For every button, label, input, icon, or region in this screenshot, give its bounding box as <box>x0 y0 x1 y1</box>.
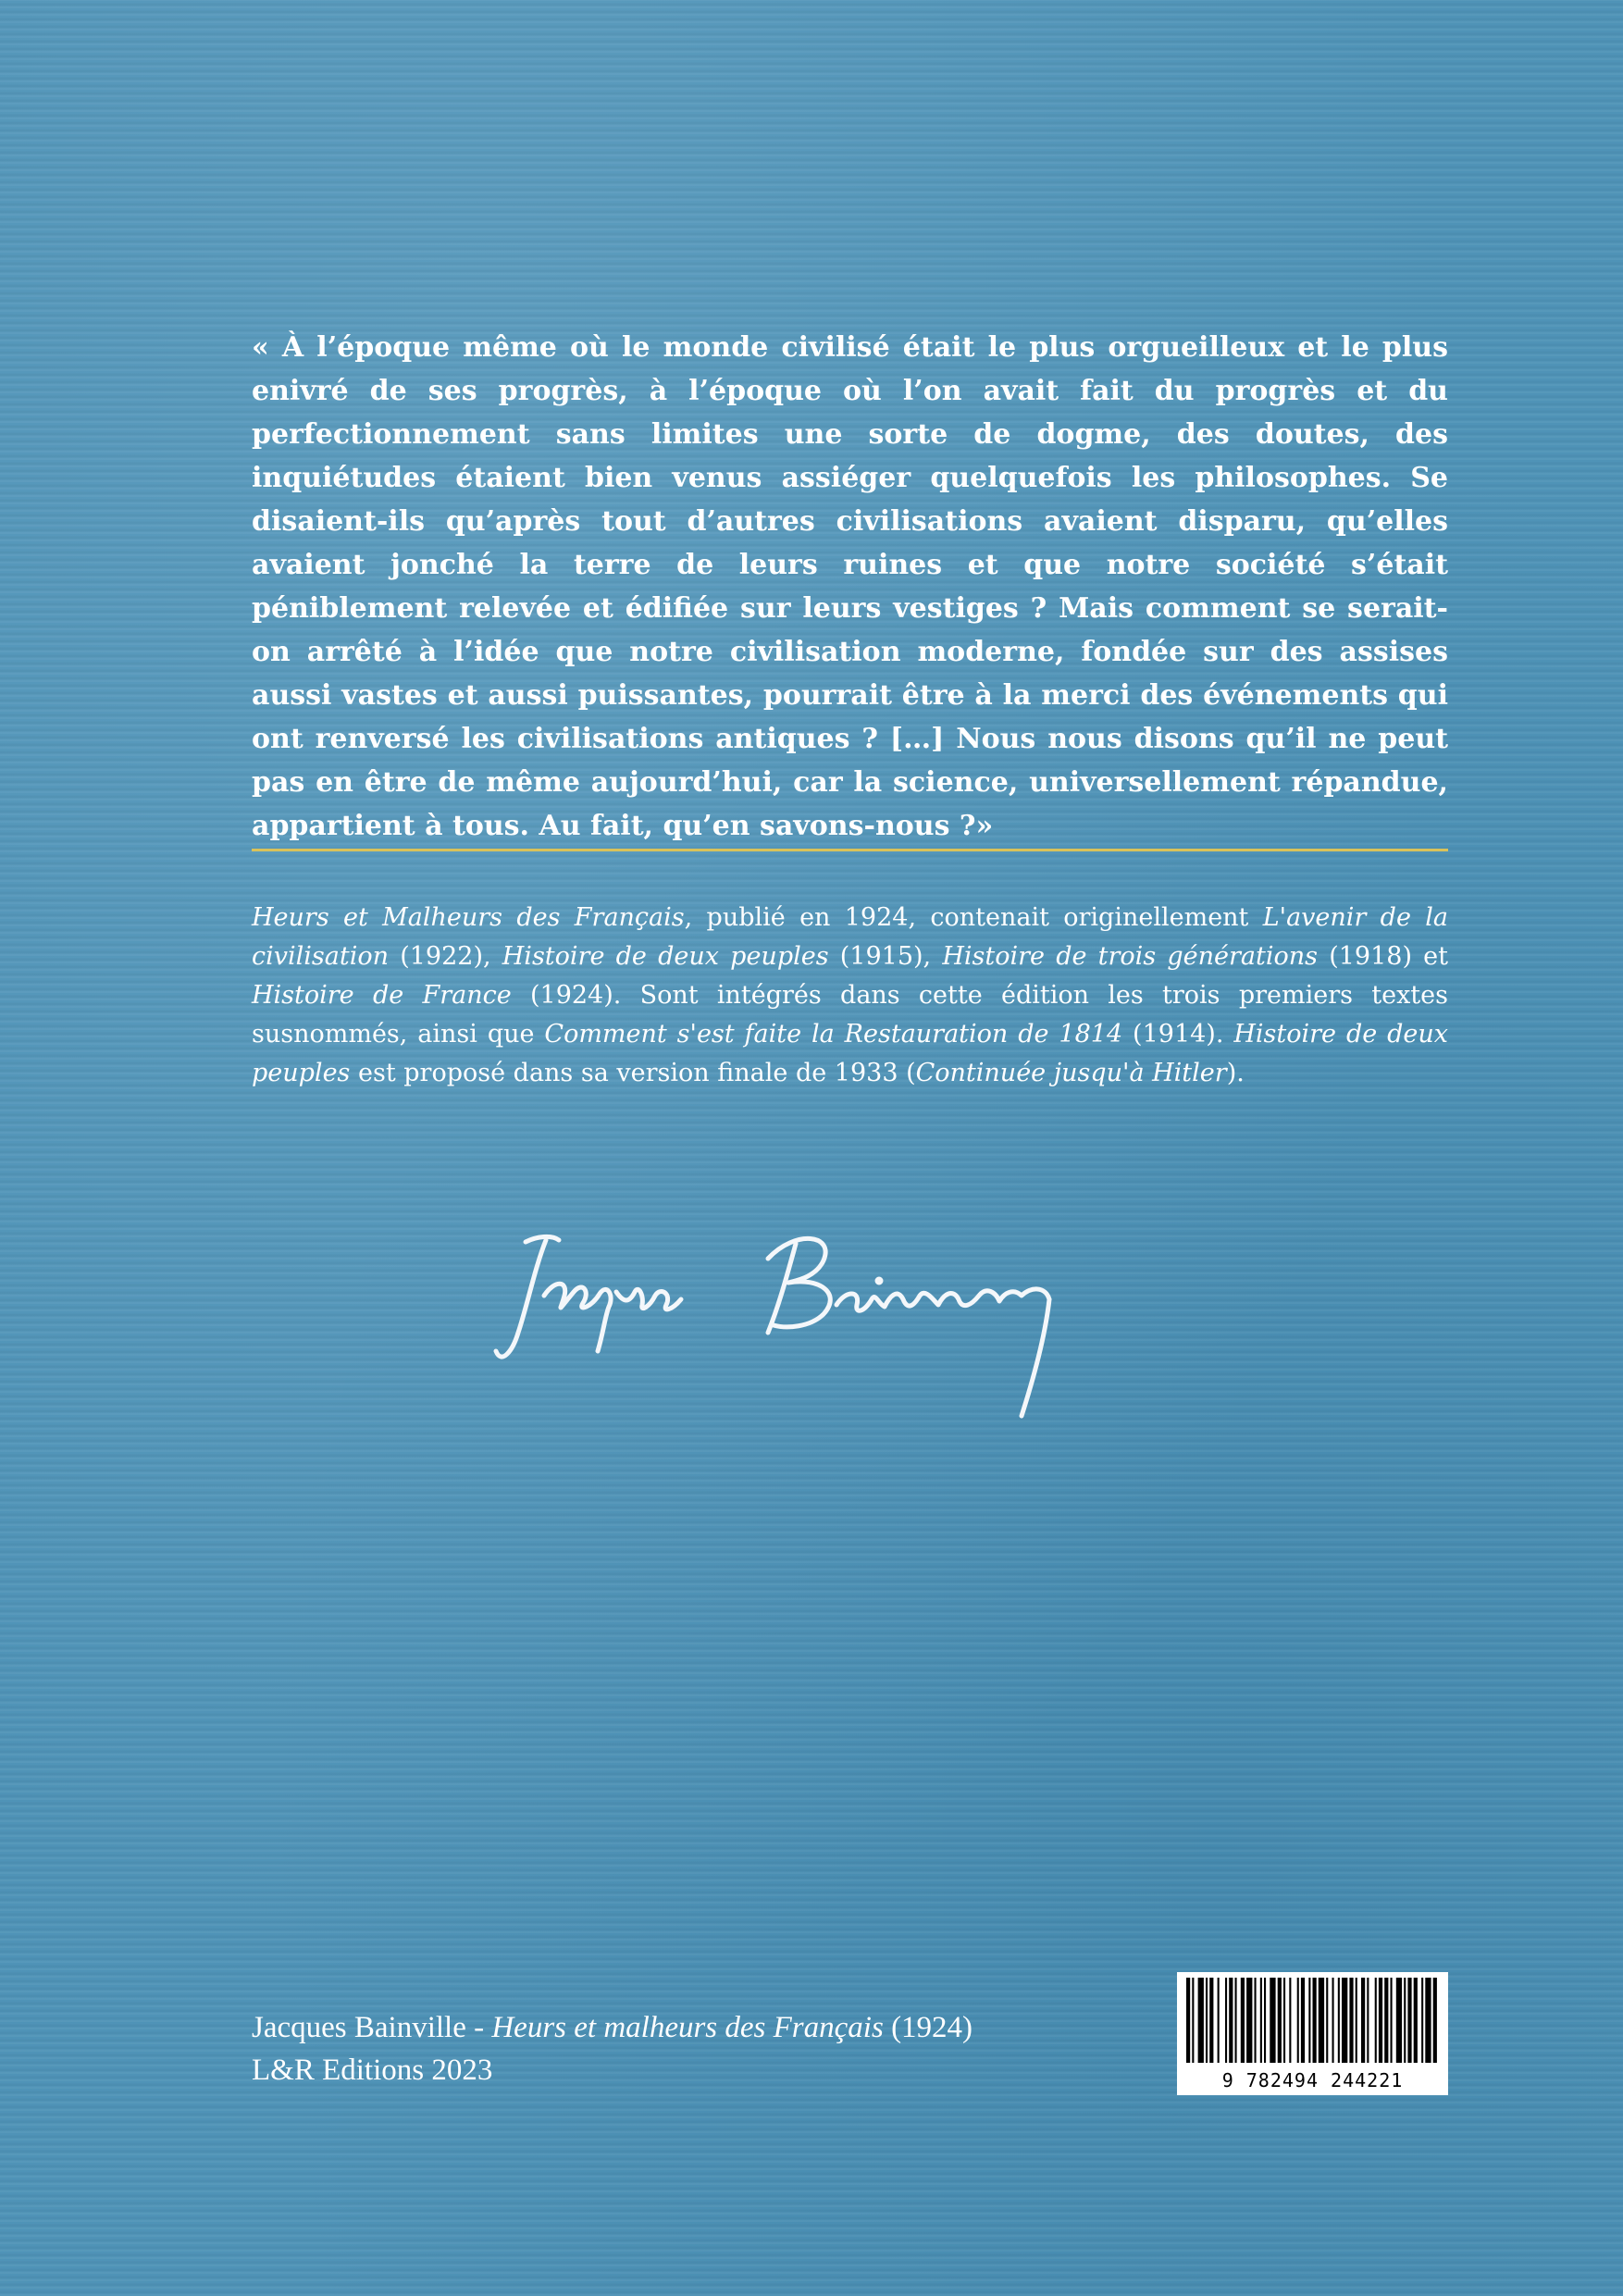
barcode-bar <box>1356 1978 1357 2063</box>
barcode-bar <box>1260 1978 1262 2063</box>
barcode-bar <box>1379 1978 1382 2063</box>
barcode-bar <box>1332 1978 1334 2063</box>
note-title-heurs: Heurs et Malheurs des Français <box>252 903 685 932</box>
note-title-trois-generations: Histoire de trois générations <box>942 942 1318 971</box>
barcode-bar <box>1301 1978 1305 2063</box>
credits-block <box>252 2006 973 2091</box>
barcode-bar <box>1384 1978 1388 2063</box>
barcode-bar <box>1235 1978 1237 2063</box>
barcode-bar <box>1225 1978 1227 2063</box>
note-title-hitler: Continuée jusqu'à Hitler <box>915 1059 1227 1087</box>
barcode-bar <box>1255 1978 1257 2063</box>
barcode-bar <box>1206 1978 1208 2063</box>
publication-year: (1924) <box>883 2011 973 2044</box>
barcode-bar <box>1391 1978 1393 2063</box>
barcode-bar <box>1186 1978 1190 2063</box>
barcode-bar <box>1209 1978 1213 2063</box>
note-title-histoire-france: Histoire de France <box>252 981 512 1010</box>
barcode-bar <box>1270 1978 1275 2063</box>
note-text: , publié en 1924, contenait originellement <box>684 903 1263 932</box>
barcode-bar <box>1218 1978 1220 2063</box>
edition-note <box>252 899 1448 1093</box>
barcode-bar <box>1404 1978 1406 2063</box>
isbn-barcode <box>1177 1972 1448 2095</box>
barcode-bar <box>1433 1978 1437 2063</box>
barcode-bar <box>1192 1978 1194 2063</box>
barcode-bar <box>1319 1978 1324 2063</box>
barcode-bar <box>1198 1978 1204 2063</box>
barcode-bar <box>1414 1978 1418 2063</box>
publisher-line: L&R Editions 2023 <box>252 2054 493 2087</box>
barcode-bar <box>1425 1978 1431 2063</box>
barcode-digits: 9 782494 244221 <box>1221 2069 1404 2091</box>
barcode-bar <box>1283 1978 1285 2063</box>
author-title-line <box>252 2006 973 2049</box>
book-title: Heurs et malheurs des Français <box>491 2011 884 2044</box>
barcode-bar <box>1313 1978 1317 2063</box>
note-text: (1918) et <box>1318 942 1449 971</box>
back-cover-quote: « À l’époque même où le monde civilisé était le plus orgueilleux et le plus enivré de ses progrès, à l’époque où l’on avait fait du progrès et du perfectionnement sans limites une sorte de dogme, des doutes, des inquiétudes étaient bien venus assiéger quelquefois les philosophes. Se disaient-ils qu’après tout d’autres civilisations avaient disparu, qu’elles avaient jonché la terre de leurs ruines et que notre société s’était péniblement relevée et édifiée sur leurs vestiges ? Mais comment se serait-on arrêté à l’idée que notre civilisation moderne, fondée sur des assises aussi vastes et aussi puissantes, pourrait être à la merci des événements qui ont renversé les civilisations antiques ? […] Nous nous disons qu’il ne peut pas en être de même aujourd’hui, car la science, universellement répandue, appartient à tous. Au fait, qu’en savons-nous ?» <box>252 331 1448 842</box>
barcode-bar <box>1396 1978 1402 2063</box>
barcode-bar <box>1289 1978 1291 2063</box>
barcode-bar <box>1349 1978 1353 2063</box>
barcode-bars <box>1186 1978 1439 2063</box>
note-title-deux-peuples-2: Histoire de deux peuples <box>252 1020 1449 1087</box>
barcode-bar <box>1326 1978 1328 2063</box>
barcode-bar <box>1278 1978 1282 2063</box>
barcode-bar <box>1241 1978 1245 2063</box>
barcode-bar <box>1264 1978 1266 2063</box>
barcode-bar <box>1421 1978 1423 2063</box>
note-title-restauration: Comment s'est faite la Restauration de 1814 <box>544 1020 1123 1049</box>
barcode-bar <box>1297 1978 1299 2063</box>
barcode-bar <box>1342 1978 1347 2063</box>
barcode-bar <box>1308 1978 1310 2063</box>
gold-divider <box>252 849 1448 851</box>
note-text: est proposé dans sa version finale de 1933 ( <box>350 1059 916 1087</box>
barcode-bar <box>1338 1978 1340 2063</box>
barcode-bar <box>1375 1978 1377 2063</box>
barcode-bar <box>1367 1978 1369 2063</box>
barcode-bar <box>1361 1978 1365 2063</box>
note-text: (1922), <box>389 942 502 971</box>
note-text: (1914). <box>1122 1020 1234 1049</box>
note-title-deux-peuples: Histoire de deux peuples <box>502 942 829 971</box>
note-text: (1915), <box>828 942 943 971</box>
author-signature <box>490 1203 1138 1425</box>
barcode-bar <box>1407 1978 1411 2063</box>
barcode-bar <box>1246 1978 1252 2063</box>
barcode-bar <box>1229 1978 1233 2063</box>
note-title-avenir: L'avenir de la civilisation <box>252 903 1448 971</box>
note-text: (1924). Sont intégrés dans cette édition les trois premiers textes susnommés, ainsi que <box>252 981 1448 1049</box>
author-name: Jacques Bainville - <box>252 2011 492 2044</box>
note-text: ). <box>1226 1059 1245 1087</box>
